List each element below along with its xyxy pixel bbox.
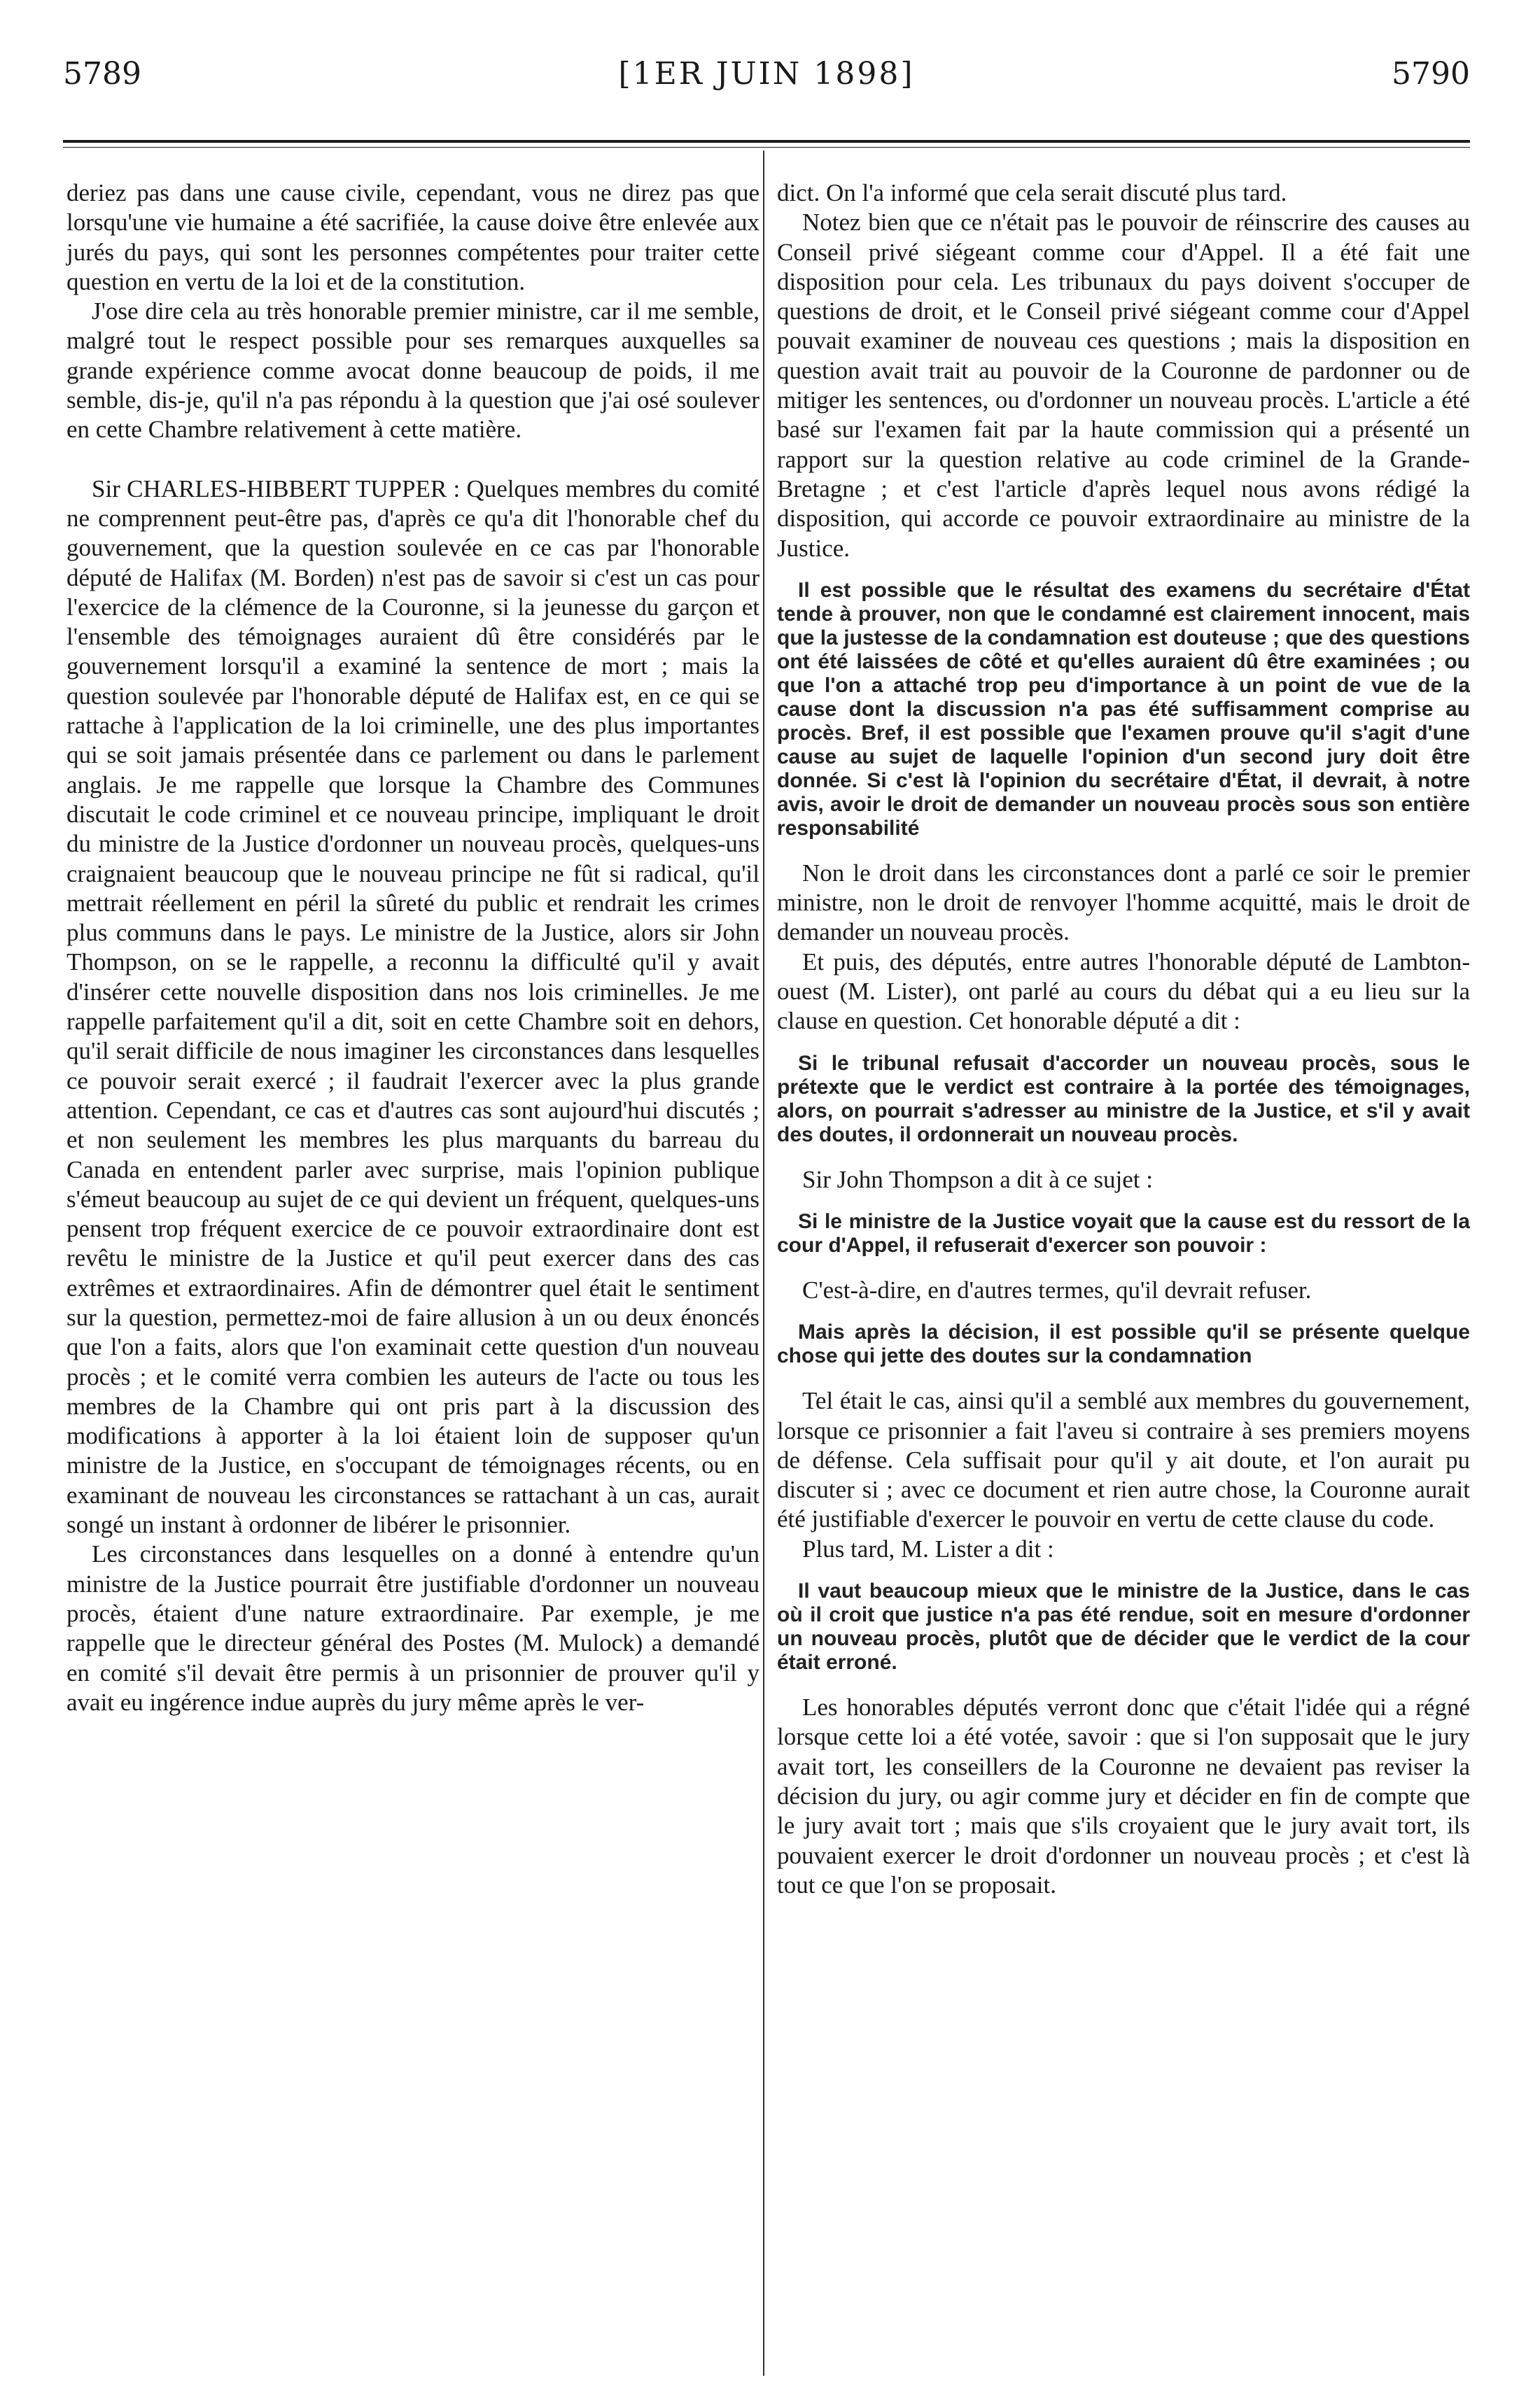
quotation: Si le tribunal refusait d'accorder un nouveau procès, sous le prétexte que le verdict est contraire à la portée des témoignages, alors, on pourrait s'adresser au ministre de la Justice, et s'il y avait des doutes, il ordonnerait un nouveau procès. [777,1051,1470,1146]
page-number-right: 5790 [1392,56,1470,92]
paragraph: Notez bien que ce n'était pas le pouvoir de réinscrire des causes au Conseil privé siégeant comme cour d'Appel. Il a été fait une disposition pour cela. Les tribunaux du pays doivent s'occuper de questions de droit, et le Conseil privé siégeant comme cour d'Appel pouvait examiner de nouveau ces questions ; mais la disposition en question avait trait au pouvoir de la Couronne de pardonner ou de mitiger les sentences, ou d'ordonner un nouveau procès. L'article a été basé sur l'examen fait par la haute commission qui a présenté un rapport sur la question relative au code criminel de la Grande-Bretagne ; et c'est l'article d'après lequel nous avons rédigé la disposition, qui accorde ce pouvoir extraordinaire au ministre de la Justice. [777,209,1470,562]
header-rule-thick [63,140,1470,143]
paragraph: Les honorables députés verront donc que c'était l'idée qui a régné lorsque cette loi a été votée, savoir : que si l'on supposait que le jury avait tort, les conseillers de la Couronne ne devaient pas reviser la décision du jury, ou agir comme jury et décider en fin de compte que le jury avait tort ; mais que s'ils croyaient que le jury avait tort, ils pouvaient exercer le droit d'ordonner un nouveau procès ; et c'est là tout ce que l'on se proposait. [777,1694,1470,1899]
right-column [777,178,1470,1900]
paragraph: Sir John Thompson a dit à ce sujet : [802,1165,1153,1193]
running-title: [1ER JUIN 1898] [618,56,915,92]
paragraph: deriez pas dans une cause civile, cependant, vous ne direz pas que lorsqu'une vie humaine a été sacrifiée, la cause doive être enlevée aux jurés du pays, qui sont les personnes compétentes pour traiter cette question en vertu de la loi et de la constitution. [66,179,760,295]
header-rule-thin [63,147,1470,148]
page-number-left: 5789 [63,56,141,92]
column-divider [763,150,764,2376]
quotation: Il est possible que le résultat des examens du secrétaire d'État tende à prouver, non que le condamné est clairement innocent, mais que la justesse de la condamnation est douteuse ; que des questions ont été laissées de côté et qu'elles auraient dû être examinées ; ou que l'on a attaché trop peu d'importance à un point de vue de la cause dont la discussion n'a pas été suffisamment comprise au procès. Bref, il est possible que l'examen prouve qu'il s'agit d'une cause au sujet de laquelle l'opinion d'un second jury doit être donnée. Si c'est là l'opinion du secrétaire d'État, il devrait, à notre avis, avoir le droit de demander un nouveau procès sous son entière responsabilité [777,578,1470,840]
paragraph: Plus tard, M. Lister a dit : [802,1535,1054,1563]
quotation: Si le ministre de la Justice voyait que la cause est du ressort de la cour d'Appel, il refuserait d'exercer son pouvoir : [777,1209,1470,1257]
paragraph: dict. On l'a informé que cela serait discuté plus tard. [777,179,1287,206]
paragraph: C'est-à-dire, en d'autres termes, qu'il devrait refuser. [802,1276,1312,1304]
page-header [0,56,1533,119]
paragraph: Non le droit dans les circonstances dont a parlé ce soir le premier ministre, non le droit de renvoyer l'homme acquitté, mais le droit de demander un nouveau procès. [777,859,1470,946]
speech-tupper: Sir CHARLES-HIBBERT TUPPER : Quelques membres du comité ne comprennent peut-être pas, d'après ce qu'a dit l'honorable chef du gouvernement, que la question soulevée en ce cas par l'honorable député de Halifax (M. Borden) n'est pas de savoir si c'est un cas pour l'exercice de la clémence de la Couronne, si la jeunesse du garçon et l'ensemble des témoignages auraient dû être considérés par le gouvernement lorsqu'il a examiné la sentence de mort ; mais la question soulevée par l'honorable député de Halifax est, en ce qui se rattache à l'application de la loi criminelle, une des plus importantes qui se soit jamais présentée dans ce parlement ou dans le parlement anglais. Je me rappelle que lorsque la Chambre des Communes discutait le code criminel et ce nouveau principe, impliquant le droit du ministre de la Justice d'ordonner un nouveau procès, quelques-uns craignaient beaucoup que le nouveau principe ne fût si radical, qu'il mettrait réellement en péril la sûreté du public et rendrait les crimes plus communs dans le pays. Le ministre de la Justice, alors sir John Thompson, on se le rappelle, a reconnu la difficulté qu'il y avait d'insérer cette nouvelle disposition dans nos lois criminelles. Je me rappelle parfaitement qu'il a dit, soit en cette Chambre soit en dehors, qu'il serait difficile de nous imaginer les circonstances dans lesquelles ce pouvoir serait exercé ; il faudrait l'exercer avec la plus grande attention. Cependant, ce cas et d'autres cas sont aujourd'hui discutés ; et non seulement les membres les plus marquants du barreau du Canada en entendent parler avec surprise, mais l'opinion publique s'émeut beaucoup au sujet de ce qui devient un fréquent, quelques-uns pensent trop fréquent exercice de ce pouvoir extraordinaire dont est revêtu le ministre de la Justice et qu'il peut exercer dans des cas extrêmes et extraordinaires. Afin de démontrer quel était le sentiment sur la question, permettez-moi de faire allusion à un ou deux énoncés que l'on a faits, alors que l'on examinait cette question d'un nouveau procès ; et le comité verra combien les auteurs de l'acte ou tous les membres de la Chambre qui ont pris part à la discussion des modifications à apporter à la loi étaient loin de supposer qu'un ministre de la Justice, en s'occupant de témoignages récents, ou en examinant de nouveau les circonstances se rattachant à un cas, aurait songé un instant à ordonner de libérer le prisonnier. [66,474,760,1539]
paragraph: J'ose dire cela au très honorable premier ministre, car il me semble, malgré tout le respect possible pour ses remarques auxquelles sa grande expérience comme avocat donne beaucoup de poids, il me semble, dis-je, qu'il n'a pas répondu à la question que j'ai osé soulever en cette Chambre relativement à cette matière. [66,297,760,444]
quotation: Mais après la décision, il est possible qu'il se présente quelque chose qui jette des doutes sur la condamnation [777,1321,1470,1368]
paragraph: Tel était le cas, ainsi qu'il a semblé aux membres du gouvernement, lorsque ce prisonnier a fait l'aveu si contraire à ses premiers moyens de défense. Cela suffisait pour qu'il y ait doute, et l'on aurait pu discuter si ; avec ce document et rien autre chose, la Couronne aurait été justifiable d'exercer le pouvoir en vertu de cette clause du code. [777,1387,1470,1533]
quotation: Il vaut beaucoup mieux que le ministre de la Justice, dans le cas où il croit que justice n'a pas été rendue, soit en mesure d'ordonner un nouveau procès, plutôt que de décider que le verdict de la cour était erroné. [777,1579,1470,1675]
paragraph: Et puis, des députés, entre autres l'honorable député de Lambton-ouest (M. Lister), ont parlé au cours du débat qui a eu lieu sur la clause en question. Cet honorable député a dit : [777,948,1470,1035]
left-column [66,178,760,1717]
paragraph: Les circonstances dans lesquelles on a donné à entendre qu'un ministre de la Justice pourrait être justifiable d'ordonner un nouveau procès, étaient d'une nature extraordinaire. Par exemple, je me rappelle que le directeur général des Postes (M. Mulock) a demandé en comité s'il devait être permis à un prisonnier de prouver qu'il y avait eu ingérence indue auprès du jury même après le ver- [66,1540,760,1716]
